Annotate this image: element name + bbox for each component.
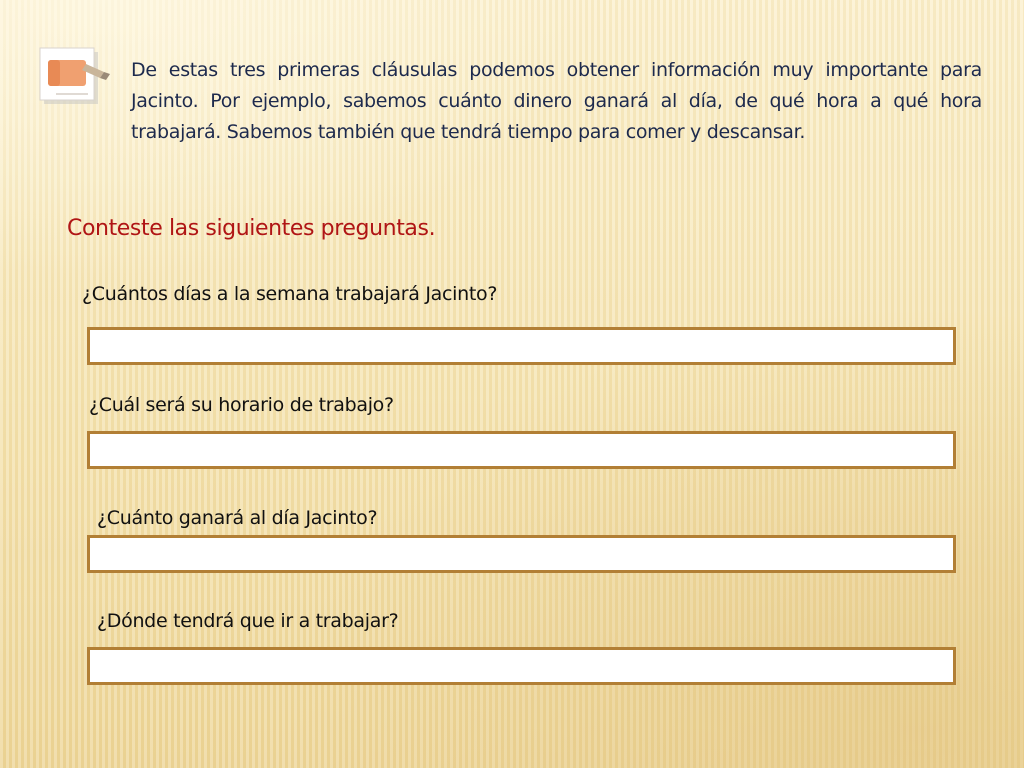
intro-paragraph: De estas tres primeras cláusulas podemos obtener información muy importante para Jacinto. Por ejemplo, sabemos cuánto dinero ganará al día, de qué hora a qué hora trabajará. Sabemos también que tendrá tiempo para comer y descansar. <box>131 59 982 143</box>
question-1: ¿Cuántos días a la semana trabajará Jacinto? <box>82 283 498 305</box>
question-4: ¿Dónde tendrá que ir a trabajar? <box>97 610 399 632</box>
instruction-heading: Conteste las siguientes preguntas. <box>67 216 436 241</box>
question-2: ¿Cuál será su horario de trabajo? <box>89 394 394 416</box>
answer-field-2[interactable] <box>87 431 956 469</box>
answer-field-1[interactable] <box>87 327 956 365</box>
answer-field-3[interactable] <box>87 535 956 573</box>
notepad-pencil-icon <box>38 44 116 110</box>
answer-field-4[interactable] <box>87 647 956 685</box>
question-3: ¿Cuánto ganará al día Jacinto? <box>97 507 378 529</box>
